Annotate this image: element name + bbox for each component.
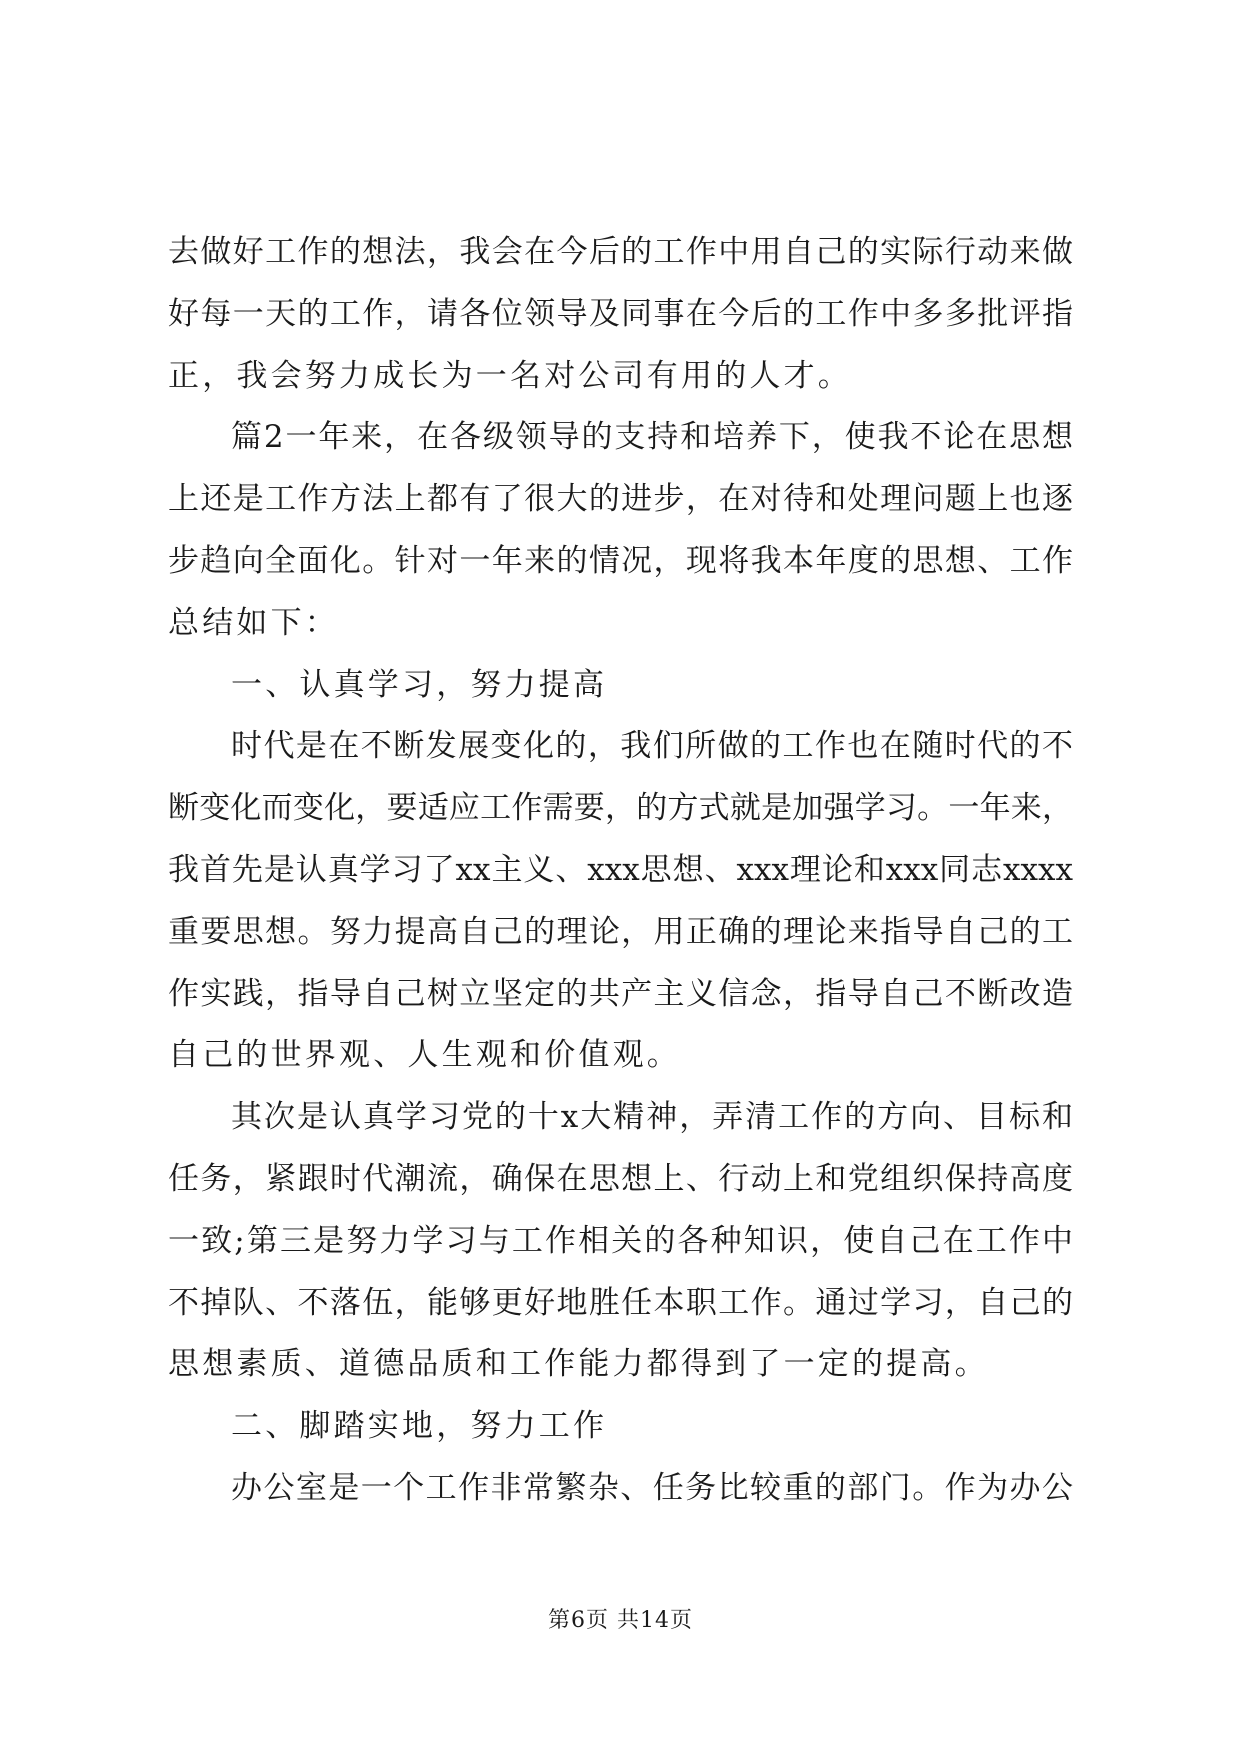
text-line: 思想素质、道德品质和工作能力都得到了一定的提高。 [168, 1346, 989, 1383]
text-line: 不掉队、不落伍，能够更好地胜任本职工作。通过学习，自己的 [168, 1284, 1073, 1321]
text-line: 步趋向全面化。针对一年来的情况，现将我本年度的思想、工作 [168, 542, 1073, 579]
text-line: 总结如下： [168, 604, 339, 641]
text-line: 去做好工作的想法，我会在今后的工作中用自己的实际行动来做 [168, 234, 1073, 270]
text-line: 自己的世界观、人生观和价值观。 [168, 1037, 681, 1074]
section-heading-1: 一、认真学习，努力提高 [231, 666, 608, 703]
text-line: 任务，紧跟时代潮流，确保在思想上、行动上和党组织保持高度 [168, 1160, 1073, 1197]
paragraph-first-line: 篇2一年来，在各级领导的支持和培养下，使我不论在思想 [231, 419, 1073, 456]
paragraph-first-line: 其次是认真学习党的十x大精神，弄清工作的方向、目标和 [231, 1099, 1073, 1136]
document-body [168, 222, 1073, 1520]
text-line: 作实践，指导自己树立坚定的共产主义信念，指导自己不断改造 [168, 975, 1073, 1012]
page-footer: 第6页 共14页 [548, 1608, 693, 1633]
text-line: 我首先是认真学习了xx主义、xxx思想、xxx理论和xxx同志xxxx [168, 851, 1073, 888]
text-line: 一致;第三是努力学习与工作相关的各种知识，使自己在工作中 [168, 1222, 1073, 1259]
paragraph-first-line: 时代是在不断发展变化的，我们所做的工作也在随时代的不 [231, 728, 1073, 765]
text-line: 上还是工作方法上都有了很大的进步，在对待和处理问题上也逐 [168, 481, 1073, 518]
paragraph-first-line: 办公室是一个工作非常繁杂、任务比较重的部门。作为办公 [231, 1469, 1073, 1506]
text-line: 断变化而变化，要适应工作需要，的方式就是加强学习。一年来， [168, 790, 1073, 827]
text-line: 正，我会努力成长为一名对公司有用的人才。 [168, 357, 852, 394]
text-line: 重要思想。努力提高自己的理论，用正确的理论来指导自己的工 [168, 913, 1073, 950]
section-heading-2: 二、脚踏实地，努力工作 [231, 1408, 608, 1445]
text-line: 好每一天的工作，请各位领导及同事在今后的工作中多多批评指 [168, 295, 1073, 332]
